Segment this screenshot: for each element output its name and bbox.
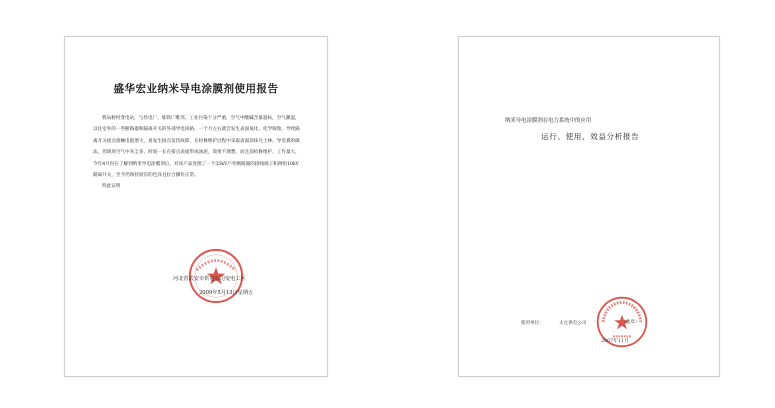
report-title: 盛华宏业纳米导电涂膜剂使用报告 bbox=[113, 83, 279, 95]
left-report-page bbox=[64, 36, 328, 377]
user-unit-value: 太仓供电公司 bbox=[559, 321, 587, 326]
report-closing: 特此证明 bbox=[102, 184, 121, 190]
report-date: 2009年5月13日星期五 bbox=[199, 290, 254, 296]
seal-placeholder: （盖章） bbox=[621, 320, 640, 325]
issuing-organization: 河北省武安市供电公司变电工区 bbox=[173, 276, 246, 282]
user-unit-label: 使用单位： bbox=[521, 321, 544, 326]
right-report-cover bbox=[458, 36, 720, 377]
report-body bbox=[93, 113, 303, 193]
report-subtitle: 纳米导电涂膜剂在电力系统中的应用 bbox=[505, 118, 592, 124]
report-date: 2007年11月 bbox=[601, 339, 629, 344]
report-title: 运行、使用、效益分析报告 bbox=[541, 132, 640, 141]
report-paragraph: 我局桥村变电站，与热电厂、炼铁厂毗邻，工业污染十分严重，空气中酸碱含量超标，空气潮湿，以往室外的一些断路器和隔离开关的外部导电回路，一个月左右就会发生表面氧化、化学腐蚀，导致隔离开关接点接触电阻增大，易发生接点发热故障，在检修维护过程中采取表面涂抹凡士林、导电膏的做法，但现场空气中灰尘多，时间一长在接点表面形成油泥，效果不理想，而且前检修维护，工作量大，今年4月份在了解到纳米导电涂膜剂后，对该产品处理了一个35kV户外断路器的接线端子和两组10kV隔离开关，至今仍保持原有的色泽且拉合操作正常。 bbox=[93, 116, 300, 179]
